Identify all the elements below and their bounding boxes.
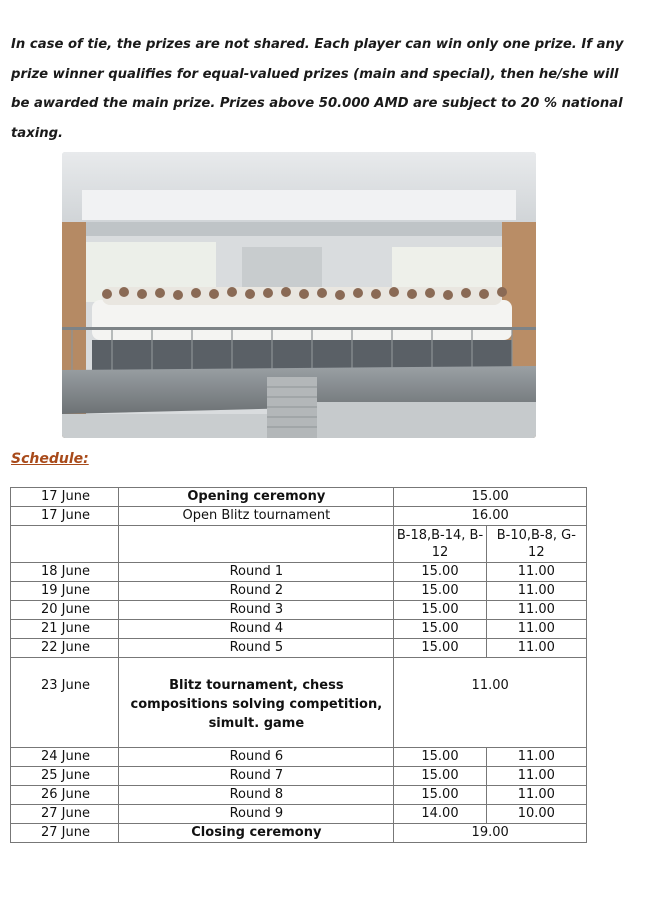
table-row [11,786,587,805]
time-a-cell: 15.00 [394,582,486,601]
date-cell: 17 June [11,507,119,526]
empty-cell [11,526,119,563]
event-cell: Round 2 [119,582,394,601]
event-cell: Round 5 [119,639,394,658]
event-cell: Opening ceremony [119,488,394,507]
date-cell: 24 June [11,748,119,767]
empty-cell [119,526,394,563]
time-a-cell: 15.00 [394,786,486,805]
schedule-table [10,487,587,843]
event-cell: Round 1 [119,563,394,582]
date-cell: 19 June [11,582,119,601]
date-cell: 22 June [11,639,119,658]
group-a-header: B-18,B-14, B-12 [394,526,486,563]
group-b-header: B-10,B-8, G-12 [486,526,586,563]
time-a-cell: 15.00 [394,620,486,639]
table-row [11,767,587,786]
date-cell: 27 June [11,824,119,843]
table-row-opening [11,488,587,507]
time-b-cell: 11.00 [486,601,586,620]
time-b-cell: 11.00 [486,748,586,767]
event-cell: Round 4 [119,620,394,639]
table-row-closing [11,824,587,843]
event-cell: Open Blitz tournament [119,507,394,526]
group-photo-illustration [62,152,536,438]
time-cell: 15.00 [394,488,587,507]
time-b-cell: 11.00 [486,639,586,658]
time-a-cell: 15.00 [394,748,486,767]
date-cell: 26 June [11,786,119,805]
table-row [11,563,587,582]
event-cell: Round 9 [119,805,394,824]
time-a-cell: 15.00 [394,601,486,620]
table-row [11,639,587,658]
date-cell: 25 June [11,767,119,786]
time-a-cell: 14.00 [394,805,486,824]
time-b-cell: 11.00 [486,582,586,601]
table-row [11,748,587,767]
date-cell: 17 June [11,488,119,507]
event-cell: Round 7 [119,767,394,786]
date-cell: 27 June [11,805,119,824]
table-row [11,805,587,824]
table-row-blitz-open [11,507,587,526]
date-cell: 23 June [11,658,119,748]
event-cell: Round 3 [119,601,394,620]
table-row-special [11,658,587,748]
date-cell: 21 June [11,620,119,639]
time-b-cell: 11.00 [486,767,586,786]
time-a-cell: 15.00 [394,639,486,658]
time-cell: 11.00 [394,658,587,748]
time-cell: 19.00 [394,824,587,843]
event-cell: Closing ceremony [119,824,394,843]
date-cell: 20 June [11,601,119,620]
time-cell: 16.00 [394,507,587,526]
event-cell: Blitz tournament, chess compositions solving competition, simult. game [119,658,394,748]
time-b-cell: 11.00 [486,620,586,639]
prize-rules-paragraph: In case of tie, the prizes are not shared. Each player can win only one prize. If any prize winner qualifies for equal-valued prizes (main and special), then he/she will be awarded the main prize. Prizes above 50.000 AMD are subject to 20 % national taxing. [11,37,624,141]
table-row [11,601,587,620]
group-photo [62,152,536,438]
time-b-cell: 11.00 [486,563,586,582]
table-row [11,582,587,601]
event-cell: Round 6 [119,748,394,767]
table-row-groups [11,526,587,563]
time-a-cell: 15.00 [394,767,486,786]
time-a-cell: 15.00 [394,563,486,582]
table-row [11,620,587,639]
time-b-cell: 11.00 [486,786,586,805]
schedule-heading: Schedule: [11,451,89,467]
event-cell: Round 8 [119,786,394,805]
date-cell: 18 June [11,563,119,582]
time-b-cell: 10.00 [486,805,586,824]
